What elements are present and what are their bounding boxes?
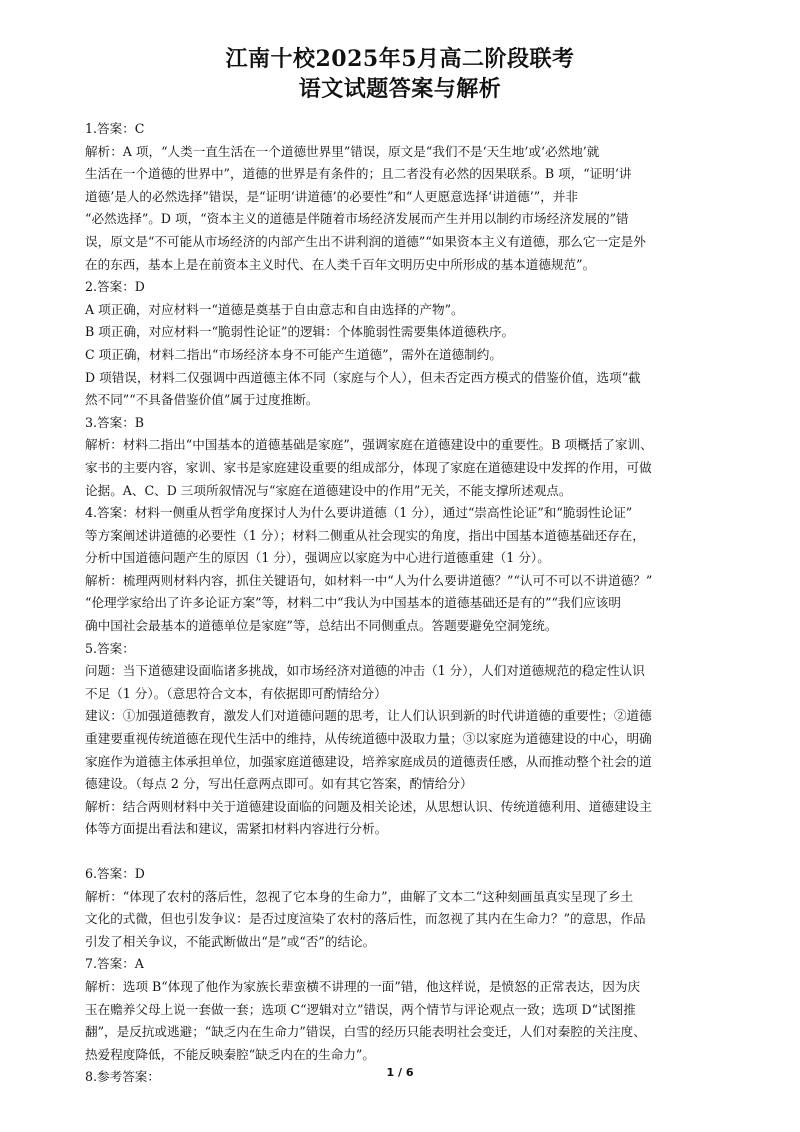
text-line: 解析：结合两则材料中关于道德建设面临的问题及相关论述，从思想认识、传统道德利用、道德建设主 [85,798,652,814]
text-line: 问题：当下道德建设面临诸多挑战，如市场经济对道德的冲击（1 分），人们对道德规范的稳定性认识 [85,663,645,679]
document-title: 江南十校2025年5月高二阶段联考 [225,46,575,72]
document-subtitle: 语文试题答案与解析 [298,76,502,102]
text-line: 论据。A、C、D 三项所叙情况与“家庭在道德建设中的作用”无关，不能支撑所述观点。 [85,482,572,498]
text-line: D 项错误，材料二仅强调中西道德主体不同（家庭与个人），但未否定西方模式的借鉴价值，选项“截 [85,369,641,385]
text-line: 解析：A 项，“人类一直生活在一个道德世界里”错误，原文是“我们不是‘天生地’或‘必然地’就 [85,143,600,159]
text-line: 4.答案：材料一侧重从哲学角度探讨人为什么要讲道德（1 分），通过“崇高性论证”和“脆弱性论证” [85,505,633,521]
text-line: 家庭作为道德主体承担单位，加强家庭道德建设，培养家庭成员的道德责任感，从而推动整个社会的道 [85,753,652,769]
text-line: 6.答案：D [85,866,145,881]
text-line: 2.答案：D [85,279,145,295]
text-line: 5.答案： [85,640,135,656]
text-line: 生活在一个道德的世界中”，道德的世界是有条件的；且二者没有必然的因果联系。B 项，“证明‘讲 [85,166,632,182]
text-line: 7.答案：A [85,956,144,972]
text-line: 等方案阐述讲道德的必要性（1 分）；材料二侧重从社会现实的角度，指出中国基本道德基础还存在， [85,527,645,543]
text-line: 道德’是人的必然选择”错误，是“证明‘讲道德’的必要性”和“人更愿意选择‘讲道德’”，并非 [85,188,578,204]
text-line: 玉在赡养父母上说一套做一套；选项 C“逻辑对立”错误，两个情节与评论观点一致；选项 D“试图推 [85,1001,636,1017]
text-line: 3.答案：B [85,414,145,430]
text-line: 解析：选项 B“体现了他作为家族长辈蛮横不讲理的一面”错，他这样说，是愤怒的正常表达，因为庆 [85,978,641,994]
text-line: 分析中国道德问题产生的原因（1 分），强调应以家庭为中心进行道德重建（1 分）。 [85,550,550,566]
text-line: 体等方面提出看法和建议，需紧扣材料内容进行分析。 [85,821,388,837]
text-line: 重建要重视传统道德在现代生活中的维持，从传统道德中汲取力量；③以家庭为道德建设的中心，明确 [85,731,652,747]
text-line: “必然选择”。D 项，“资本主义的道德是伴随着市场经济发展而产生并用以制约市场经济发展的”错 [85,211,629,227]
page-number: 1 / 6 [386,1066,414,1079]
text-line: 误，原文是“不可能从市场经济的内部产生出不讲利润的道德”“如果资本主义有道德，那么它一定是外 [85,233,646,249]
text-line: 家书的主要内容，家训、家书是家庭建设重要的组成部分，体现了家庭在道德建设中发挥的作用，可做 [85,459,652,475]
text-line: 解析：材料二指出“中国基本的道德基础是家庭”，强调家庭在道德建设中的重要性。B 项概括了家训、 [85,437,653,453]
text-line: 解析：梳理两则材料内容，抓住关键语句，如材料一中“人为什么要讲道德？”“认可不可以不讲道德？” [85,572,653,588]
text-line: 解析：“体现了农村的落后性，忽视了它本身的生命力”，曲解了文本二“这种刻画虽真实呈现了乡土 [85,888,634,904]
text-line: 确中国社会最基本的道德单位是家庭”等，总结出不同侧重点。答题要避免空洞笼统。 [85,618,558,634]
text-line: 然不同”“不具备借鉴价值”属于过度推断。 [85,392,319,408]
text-line: 热爱程度降低，不能反映秦腔“缺乏内在的生命力”。 [85,1046,375,1062]
blank-line [85,841,721,863]
title-block [0,44,800,104]
text-line: 文化的式微，但也引发争议：是否过度渲染了农村的落后性，而忽视了其内在生命力？”的意思，作品 [85,911,646,927]
text-line: 在的东西，基本上是在前资本主义时代、在人类千百年文明历史中所形成的基本道德规范”。 [85,256,596,272]
text-line: B 项正确，对应材料一“脆弱性论证”的逻辑：个体脆弱性需要集体道德秩序。 [85,324,515,340]
text-line: 翻”，是反抗或逃避；“缺乏内在生命力”错误，白雪的经历只能表明社会变迁，人们对秦腔的关注度、 [85,1024,646,1040]
text-line: 8.参考答案： [85,1069,160,1085]
text-line: C 项正确，材料二指出“市场经济本身不可能产生道德”，需外在道德制约。 [85,346,502,362]
text-line: “伦理学家给出了许多论证方案”等，材料二中“我认为中国基本的道德基础还是有的”“我们应该明 [85,595,621,611]
text-line: 引发了相关争议，不能武断做出“是”或“否”的结论。 [85,933,376,949]
text-line: A 项正确，对应材料一“道德是奠基于自由意志和自由选择的产物”。 [85,301,464,317]
answer-content [85,118,721,1089]
text-line: 德建设。（每点 2 分，写出任意两点即可。如有其它答案，酌情给分） [85,776,473,792]
text-line: 建议：①加强道德教育，激发人们对道德问题的思考，让人们认识到新的时代讲道德的重要性；②道德 [85,708,652,724]
text-line: 不足（1 分）。（意思符合文本，有依据即可酌情给分） [85,685,387,701]
text-line: 1.答案：C [85,121,145,136]
